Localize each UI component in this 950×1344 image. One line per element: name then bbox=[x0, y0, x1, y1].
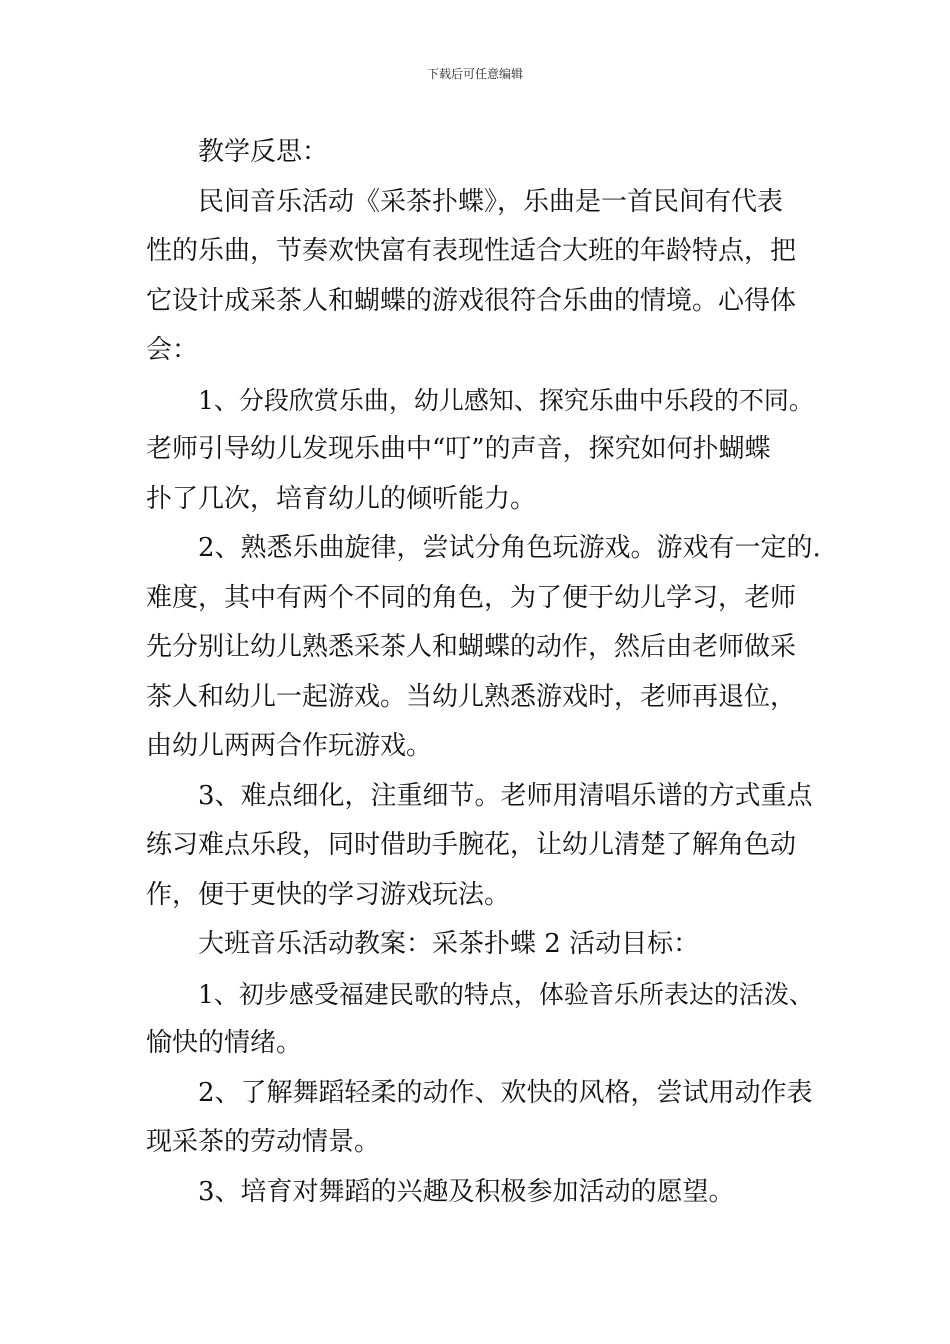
text-line: 会： bbox=[146, 335, 199, 365]
text-line: 民间音乐活动《采茶扑蝶》，乐曲是一首民间有代表 bbox=[198, 186, 784, 217]
text-line: 大班音乐活动教案：采茶扑蝶 2 活动目标： bbox=[198, 929, 700, 959]
page-header: 下载后可任意编辑 bbox=[426, 67, 523, 81]
text-line: 老师引导幼儿发现乐曲中“叮”的声音，探究如何扑蝴蝶 bbox=[146, 434, 771, 464]
text-line: 先分别让幼儿熟悉采茶人和蝴蝶的动作，然后由老师做采 bbox=[146, 632, 797, 662]
text-line: 难度，其中有两个不同的角色，为了便于幼儿学习，老师 bbox=[146, 582, 797, 613]
text-line: 作，便于更快的学习游戏玩法。 bbox=[146, 879, 511, 910]
text-line: 由幼儿两两合作玩游戏。 bbox=[146, 731, 433, 761]
text-line: 3、培育对舞蹈的兴趣及积极参加活动的愿望。 bbox=[198, 1176, 735, 1207]
text-line: 2、熟悉乐曲旋律，尝试分角色玩游戏。游戏有一定的. bbox=[198, 533, 821, 563]
document-body bbox=[146, 128, 824, 1217]
text-line: 1、初步感受福建民歌的特点，体验音乐所表达的活泼、 bbox=[198, 979, 814, 1009]
text-line: 它设计成采茶人和蝴蝶的游戏很符合乐曲的情境。心得体 bbox=[146, 285, 797, 316]
text-line: 1、分段欣赏乐曲，幼儿感知、探究乐曲中乐段的不同。 bbox=[198, 385, 814, 415]
text-line: 2、了解舞蹈轻柔的动作、欢快的风格，尝试用动作表 bbox=[198, 1077, 813, 1108]
text-line: 3、难点细化，注重细节。老师用清唱乐谱的方式重点 bbox=[198, 780, 813, 811]
text-line: 茶人和幼儿一起游戏。当幼儿熟悉游戏时，老师再退位， bbox=[146, 681, 797, 712]
text-line: 现采茶的劳动情景。 bbox=[146, 1127, 381, 1157]
text-line: 性的乐曲，节奏欢快富有表现性适合大班的年龄特点，把 bbox=[146, 236, 797, 266]
text-line: 教学反思： bbox=[198, 137, 329, 167]
text-line: 练习难点乐段，同时借助手腕花，让幼儿清楚了解角色动 bbox=[146, 830, 797, 860]
text-line: 愉快的情绪。 bbox=[146, 1028, 303, 1058]
text-line: 扑了几次，培育幼儿的倾听能力。 bbox=[146, 483, 537, 514]
